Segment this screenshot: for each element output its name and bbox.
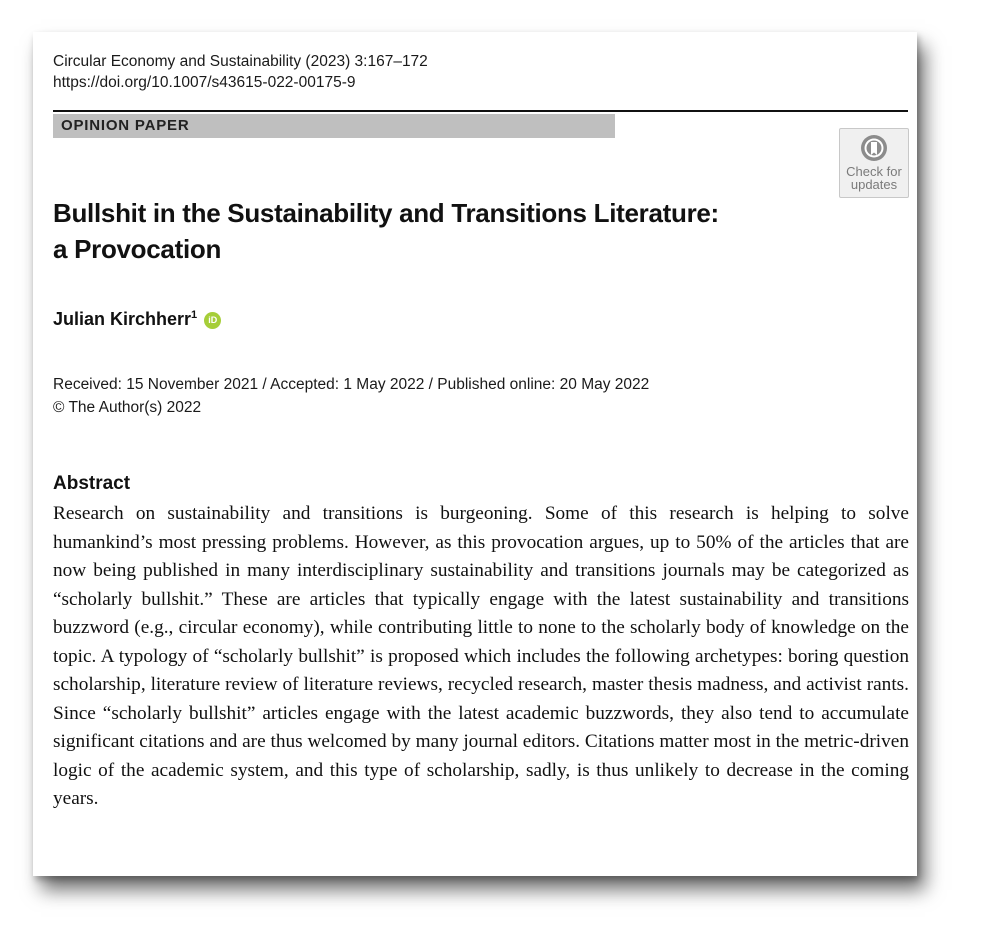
check-for-updates-badge[interactable] — [839, 128, 909, 198]
check-for-updates-icon — [860, 134, 888, 162]
orcid-icon[interactable]: iD — [204, 312, 221, 329]
author-line — [53, 309, 221, 330]
paper-page — [33, 32, 917, 876]
badge-line-2: updates — [850, 177, 898, 192]
check-for-updates-text — [840, 165, 908, 191]
affiliation-mark: 1 — [191, 309, 198, 321]
article-type-bar — [53, 114, 615, 138]
abstract-text: Research on sustainability and transitions is burgeoning. Some of this research is helping to solve humankind’s most pressing problems. However, as this provocation argues, up to 50% of the articles that are now being published in many interdisciplinary sustainability and transitions journals may be categorized as “scholarly bullshit.” These are articles that typically engage with the latest sustainability and transitions buzzword (e.g., circular economy), while contributing little to none to the scholarly body of knowledge on the topic. A typology of “scholarly bullshit” is proposed which includes the following archetypes: boring question scholarship, literature review of literature reviews, recycled research, master thesis madness, and activist rants. Since “scholarly bullshit” articles engage with the latest academic buzzwords, they also tend to accumulate significant citations and are thus welcomed by many journal editors. Citations matter most in the metric-driven logic of the academic system, and this type of scholarship, sadly, is thus unlikely to decrease in the coming years. — [53, 503, 909, 809]
article-type-label: OPINION PAPER — [61, 117, 190, 134]
title-line-2: a Provocation — [53, 234, 222, 264]
abstract-heading: Abstract — [53, 473, 131, 494]
article-dates — [53, 373, 649, 419]
journal-header — [53, 51, 428, 93]
header-rule — [53, 110, 908, 112]
badge-line-1: Check for — [846, 164, 902, 179]
doi-link[interactable]: https://doi.org/10.1007/s43615-022-00175-9 — [53, 74, 356, 91]
title-line-1: Bullshit in the Sustainability and Transitions Literature: — [53, 198, 719, 228]
article-history: Received: 15 November 2021 / Accepted: 1 May 2022 / Published online: 20 May 2022 — [53, 376, 650, 393]
copyright-notice: © The Author(s) 2022 — [53, 399, 202, 416]
author-name: Julian Kirchherr — [53, 309, 192, 329]
article-title — [53, 195, 813, 267]
journal-citation: Circular Economy and Sustainability (2023) 3:167–172 — [53, 53, 428, 70]
